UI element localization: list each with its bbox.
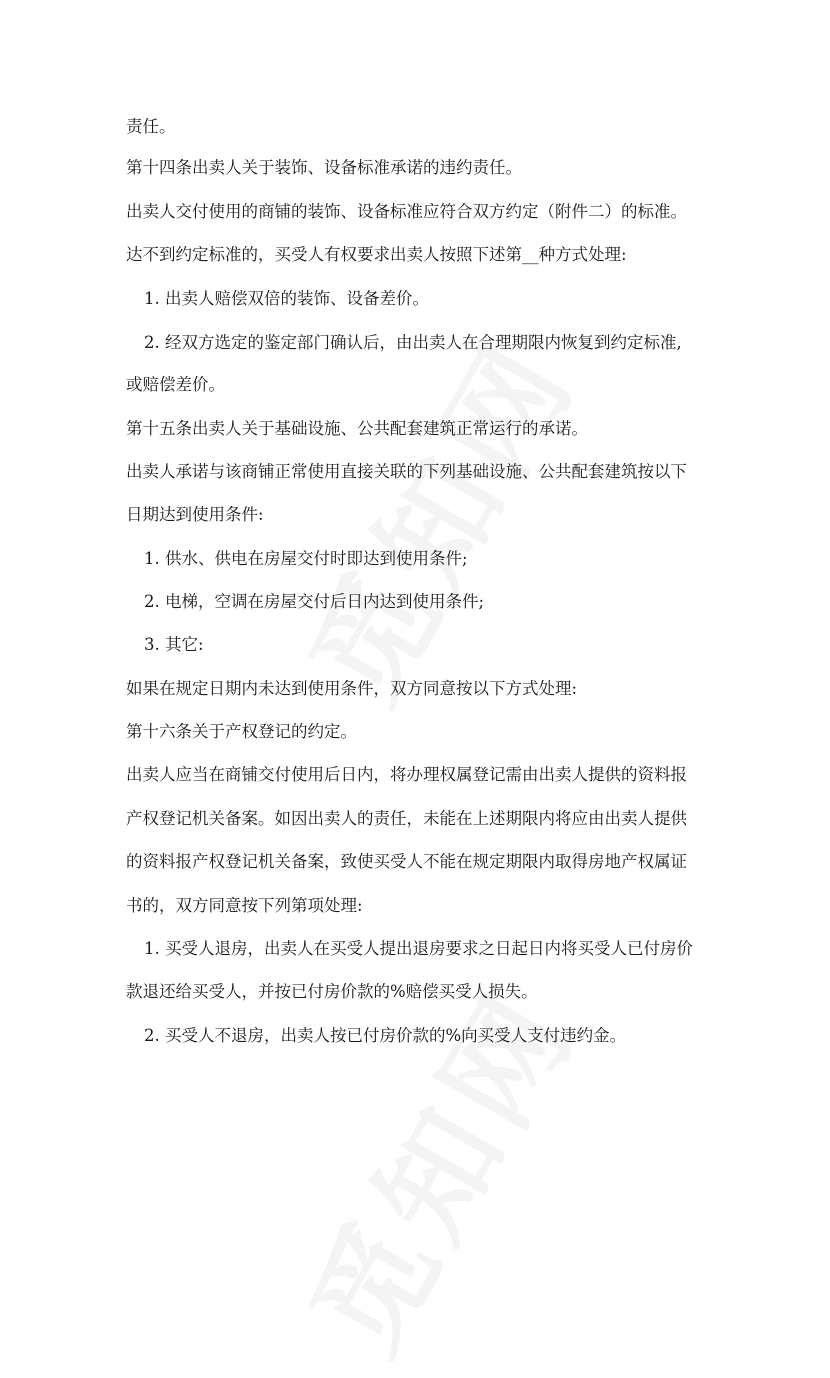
list-item: 2. 买受人不退房，出卖人按已付房价款的%向买受人支付违约金。 <box>144 1026 627 1045</box>
paragraph-line: 或赔偿差价。 <box>126 375 225 394</box>
watermark <box>263 304 607 728</box>
paragraph-line: 书的，双方同意按下列第项处理: <box>126 896 363 915</box>
paragraph-line: 款退还给买受人，并按已付房价款的%赔偿买受人损失。 <box>126 982 538 1001</box>
paragraph-line: 的资料报产权登记机关备案，致使买受人不能在规定期限内取得房地产权属证 <box>126 852 687 871</box>
watermark <box>263 954 607 1378</box>
paragraph-line: 日期达到使用条件: <box>126 505 264 524</box>
paragraph-line: 如果在规定日期内未达到使用条件，双方同意按以下方式处理: <box>126 679 578 698</box>
clause-heading-15: 第十五条出卖人关于基础设施、公共配套建筑正常运行的承诺。 <box>126 419 588 438</box>
clause-heading-14: 第十四条出卖人关于装饰、设备标准承诺的违约责任。 <box>126 158 522 177</box>
list-item: 2. 电梯，空调在房屋交付后日内达到使用条件; <box>144 592 485 611</box>
paragraph-line: 达不到约定标准的，买受人有权要求出卖人按照下述第__种方式处理: <box>126 245 627 264</box>
paragraph-line: 出卖人应当在商铺交付使用后日内，将办理权属登记需由出卖人提供的资料报 <box>126 765 687 784</box>
paragraph-line: 出卖人承诺与该商铺正常使用直接关联的下列基础设施、公共配套建筑按以下 <box>126 462 687 481</box>
list-item: 1. 供水、供电在房屋交付时即达到使用条件; <box>144 549 468 568</box>
list-item: 3. 其它: <box>144 635 204 654</box>
paragraph-line: 产权登记机关备案。如因出卖人的责任，未能在上述期限内将应由出卖人提供 <box>126 809 687 828</box>
paragraph-line: 出卖人交付使用的商铺的装饰、设备标准应符合双方约定（附件二）的标准。 <box>126 202 687 221</box>
list-item: 1. 买受人退房，出卖人在买受人提出退房要求之日起日内将买受人已付房价 <box>144 939 693 958</box>
paragraph-line: 责任。 <box>126 117 176 136</box>
clause-heading-16: 第十六条关于产权登记的约定。 <box>126 722 357 741</box>
list-item: 1. 出卖人赔偿双倍的装饰、设备差价。 <box>144 289 429 308</box>
list-item: 2. 经双方选定的鉴定部门确认后，由出卖人在合理期限内恢复到约定标准, <box>144 333 682 352</box>
